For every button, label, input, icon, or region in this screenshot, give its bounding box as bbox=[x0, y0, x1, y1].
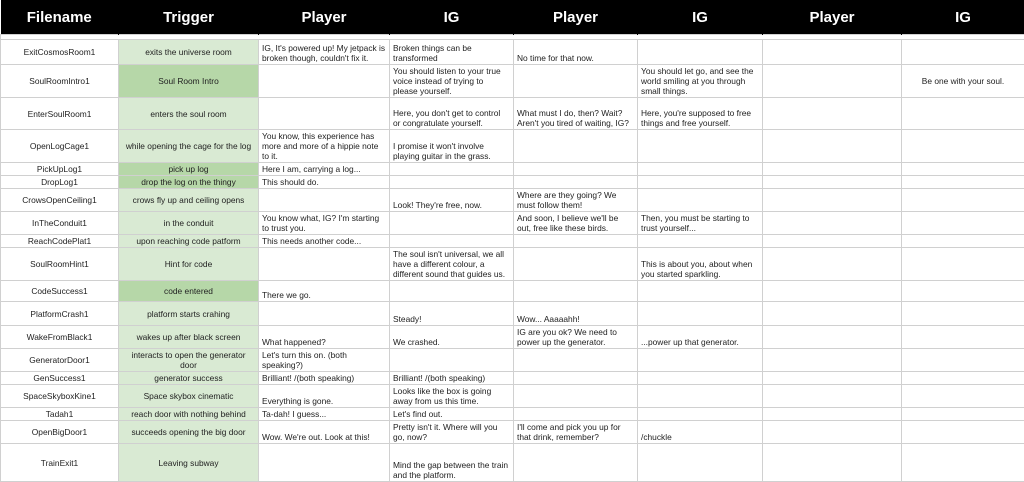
cell-ig-2[interactable] bbox=[638, 372, 763, 385]
cell-player-3[interactable] bbox=[763, 444, 902, 482]
cell-player-2[interactable]: No time for that now. bbox=[514, 40, 638, 65]
cell-trigger[interactable]: succeeds opening the big door bbox=[119, 421, 259, 444]
cell-player-1[interactable]: Brilliant! /(both speaking) bbox=[259, 372, 390, 385]
cell-ig-3[interactable] bbox=[902, 349, 1024, 372]
cell-ig-3[interactable] bbox=[902, 235, 1024, 248]
cell-ig-1[interactable]: You should listen to your true voice instead of trying to please yourself. bbox=[390, 65, 514, 98]
cell-ig-2[interactable] bbox=[638, 302, 763, 326]
cell-trigger[interactable]: crows fly up and ceiling opens bbox=[119, 189, 259, 212]
table-row bbox=[1, 130, 1024, 163]
cell-player-1[interactable]: This should do. bbox=[259, 176, 390, 189]
cell-ig-3[interactable] bbox=[902, 302, 1024, 326]
cell-player-3[interactable] bbox=[763, 163, 902, 176]
cell-player-3[interactable] bbox=[763, 281, 902, 302]
cell-player-3[interactable] bbox=[763, 302, 902, 326]
cell-player-1[interactable]: There we go. bbox=[259, 281, 390, 302]
table-row bbox=[1, 385, 1024, 408]
cell-trigger[interactable]: while opening the cage for the log bbox=[119, 130, 259, 163]
cell-ig-3[interactable] bbox=[902, 408, 1024, 421]
cell-player-3[interactable] bbox=[763, 372, 902, 385]
cell-ig-2[interactable] bbox=[638, 163, 763, 176]
cell-player-1[interactable]: This needs another code... bbox=[259, 235, 390, 248]
cell-filename[interactable]: PlatformCrash1 bbox=[1, 302, 119, 326]
header-trigger[interactable]: Trigger bbox=[119, 0, 259, 35]
cell-ig-1[interactable] bbox=[390, 281, 514, 302]
cell-ig-3[interactable] bbox=[902, 372, 1024, 385]
cell-player-3[interactable] bbox=[763, 235, 902, 248]
cell-ig-1[interactable] bbox=[390, 176, 514, 189]
cell-ig-3[interactable] bbox=[902, 163, 1024, 176]
cell-ig-1[interactable]: Here, you don't get to control or congratulate yourself. bbox=[390, 98, 514, 130]
cell-player-2[interactable] bbox=[514, 385, 638, 408]
cell-ig-3[interactable] bbox=[902, 189, 1024, 212]
cell-trigger[interactable]: reach door with nothing behind bbox=[119, 408, 259, 421]
cell-filename[interactable]: TrainExit1 bbox=[1, 444, 119, 482]
cell-ig-2[interactable]: Then, you must be starting to trust yourself... bbox=[638, 212, 763, 235]
table-row bbox=[1, 176, 1024, 189]
cell-player-2[interactable] bbox=[514, 248, 638, 281]
cell-ig-2[interactable]: This is about you, about when you started sparkling. bbox=[638, 248, 763, 281]
cell-filename[interactable]: OpenBigDoor1 bbox=[1, 421, 119, 444]
table-row bbox=[1, 408, 1024, 421]
cell-filename[interactable]: ExitCosmosRoom1 bbox=[1, 40, 119, 65]
cell-filename[interactable]: GeneratorDoor1 bbox=[1, 349, 119, 372]
cell-ig-3[interactable] bbox=[902, 444, 1024, 482]
cell-trigger[interactable]: Space skybox cinematic bbox=[119, 385, 259, 408]
cell-player-2[interactable] bbox=[514, 235, 638, 248]
cell-player-3[interactable] bbox=[763, 421, 902, 444]
cell-filename[interactable]: CodeSuccess1 bbox=[1, 281, 119, 302]
cell-player-1[interactable]: IG, It's powered up! My jetpack is broken though, couldn't fix it. bbox=[259, 40, 390, 65]
cell-ig-2[interactable] bbox=[638, 235, 763, 248]
table-row bbox=[1, 235, 1024, 248]
cell-player-1[interactable] bbox=[259, 98, 390, 130]
cell-trigger[interactable]: pick up log bbox=[119, 163, 259, 176]
table-row bbox=[1, 281, 1024, 302]
cell-trigger[interactable]: interacts to open the generator door bbox=[119, 349, 259, 372]
table-row bbox=[1, 421, 1024, 444]
cell-player-2[interactable]: Where are they going? We must follow them! bbox=[514, 189, 638, 212]
cell-trigger[interactable]: drop the log on the thingy bbox=[119, 176, 259, 189]
cell-player-1[interactable]: Here I am, carrying a log... bbox=[259, 163, 390, 176]
cell-ig-3[interactable] bbox=[902, 281, 1024, 302]
cell-trigger[interactable]: code entered bbox=[119, 281, 259, 302]
table-row bbox=[1, 248, 1024, 281]
header-player-2[interactable]: Player bbox=[514, 0, 638, 35]
header-ig-2[interactable]: IG bbox=[638, 0, 763, 35]
table-row bbox=[1, 372, 1024, 385]
cell-ig-2[interactable]: ...power up that generator. bbox=[638, 326, 763, 349]
cell-filename[interactable]: EnterSoulRoom1 bbox=[1, 98, 119, 130]
cell-player-2[interactable] bbox=[514, 163, 638, 176]
table-row bbox=[1, 98, 1024, 130]
cell-trigger[interactable]: exits the universe room bbox=[119, 40, 259, 65]
cell-player-3[interactable] bbox=[763, 349, 902, 372]
table-row bbox=[1, 163, 1024, 176]
cell-ig-1[interactable]: Pretty isn't it. Where will you go, now? bbox=[390, 421, 514, 444]
cell-ig-2[interactable] bbox=[638, 385, 763, 408]
cell-player-3[interactable] bbox=[763, 176, 902, 189]
cell-ig-2[interactable]: You should let go, and see the world smiling at you through small things. bbox=[638, 65, 763, 98]
cell-trigger[interactable]: Hint for code bbox=[119, 248, 259, 281]
cell-ig-1[interactable] bbox=[390, 235, 514, 248]
cell-ig-2[interactable] bbox=[638, 189, 763, 212]
cell-ig-1[interactable]: Looks like the box is going away from us this time. bbox=[390, 385, 514, 408]
cell-player-1[interactable] bbox=[259, 302, 390, 326]
header-row bbox=[1, 0, 1024, 35]
cell-filename[interactable]: PickUpLog1 bbox=[1, 163, 119, 176]
table-row bbox=[1, 444, 1024, 482]
cell-trigger[interactable]: Soul Room Intro bbox=[119, 65, 259, 98]
cell-player-2[interactable] bbox=[514, 65, 638, 98]
cell-player-3[interactable] bbox=[763, 326, 902, 349]
header-player-1[interactable]: Player bbox=[259, 0, 390, 35]
cell-player-1[interactable]: Let's turn this on. (both speaking?) bbox=[259, 349, 390, 372]
cell-ig-3[interactable] bbox=[902, 40, 1024, 65]
cell-player-2[interactable]: And soon, I believe we'll be out, free like these birds. bbox=[514, 212, 638, 235]
table-row bbox=[1, 189, 1024, 212]
cell-ig-2[interactable] bbox=[638, 444, 763, 482]
header-ig-1[interactable]: IG bbox=[390, 0, 514, 35]
cell-filename[interactable]: Tadah1 bbox=[1, 408, 119, 421]
cell-ig-2[interactable] bbox=[638, 130, 763, 163]
cell-player-3[interactable] bbox=[763, 65, 902, 98]
table-row bbox=[1, 65, 1024, 98]
table-row bbox=[1, 302, 1024, 326]
cell-player-3[interactable] bbox=[763, 40, 902, 65]
cell-player-1[interactable] bbox=[259, 248, 390, 281]
cell-ig-1[interactable] bbox=[390, 212, 514, 235]
cell-player-1[interactable]: You know, this experience has more and more of a hippie note to it. bbox=[259, 130, 390, 163]
cell-ig-3[interactable] bbox=[902, 385, 1024, 408]
cell-ig-2[interactable] bbox=[638, 349, 763, 372]
cell-ig-1[interactable] bbox=[390, 349, 514, 372]
cell-filename[interactable]: SoulRoomHint1 bbox=[1, 248, 119, 281]
cell-filename[interactable]: InTheConduit1 bbox=[1, 212, 119, 235]
cell-trigger[interactable]: Leaving subway bbox=[119, 444, 259, 482]
cell-ig-3[interactable] bbox=[902, 421, 1024, 444]
header-filename[interactable]: Filename bbox=[1, 0, 119, 35]
cell-ig-3[interactable] bbox=[902, 98, 1024, 130]
cell-ig-1[interactable]: We crashed. bbox=[390, 326, 514, 349]
cell-filename[interactable]: DropLog1 bbox=[1, 176, 119, 189]
table-row bbox=[1, 40, 1024, 65]
cell-player-2[interactable] bbox=[514, 281, 638, 302]
cell-player-2[interactable] bbox=[514, 444, 638, 482]
cell-trigger[interactable]: generator success bbox=[119, 372, 259, 385]
cell-player-2[interactable]: What must I do, then? Wait? Aren't you tired of waiting, IG? bbox=[514, 98, 638, 130]
cell-player-2[interactable] bbox=[514, 176, 638, 189]
cell-player-3[interactable] bbox=[763, 248, 902, 281]
cell-ig-1[interactable]: Mind the gap between the train and the platform. bbox=[390, 444, 514, 482]
cell-player-2[interactable]: IG are you ok? We need to power up the generator. bbox=[514, 326, 638, 349]
cell-ig-1[interactable]: The soul isn't universal, we all have a different colour, a different sound that guides us. bbox=[390, 248, 514, 281]
cell-filename[interactable]: CrowsOpenCeiling1 bbox=[1, 189, 119, 212]
cell-player-1[interactable]: What happened? bbox=[259, 326, 390, 349]
cell-filename[interactable]: SoulRoomIntro1 bbox=[1, 65, 119, 98]
cell-ig-1[interactable]: Look! They're free, now. bbox=[390, 189, 514, 212]
cell-ig-1[interactable]: Steady! bbox=[390, 302, 514, 326]
cell-ig-1[interactable]: Brilliant! /(both speaking) bbox=[390, 372, 514, 385]
header-player-3[interactable]: Player bbox=[763, 0, 902, 35]
cell-trigger[interactable]: platform starts crahing bbox=[119, 302, 259, 326]
cell-ig-3[interactable] bbox=[902, 248, 1024, 281]
cell-player-2[interactable] bbox=[514, 349, 638, 372]
table-row bbox=[1, 349, 1024, 372]
cell-filename[interactable]: ReachCodePlat1 bbox=[1, 235, 119, 248]
cell-ig-3[interactable]: Be one with your soul. bbox=[902, 65, 1024, 98]
cell-ig-1[interactable]: I promise it won't involve playing guitar in the grass. bbox=[390, 130, 514, 163]
cell-trigger[interactable]: in the conduit bbox=[119, 212, 259, 235]
cell-player-2[interactable] bbox=[514, 408, 638, 421]
cell-ig-1[interactable]: Let's find out. bbox=[390, 408, 514, 421]
cell-player-3[interactable] bbox=[763, 385, 902, 408]
cell-player-3[interactable] bbox=[763, 212, 902, 235]
cell-player-3[interactable] bbox=[763, 189, 902, 212]
cell-player-2[interactable]: I'll come and pick you up for that drink, remember? bbox=[514, 421, 638, 444]
cell-player-1[interactable]: Ta-dah! I guess... bbox=[259, 408, 390, 421]
header-ig-3[interactable]: IG bbox=[902, 0, 1024, 35]
cell-ig-3[interactable] bbox=[902, 326, 1024, 349]
cell-player-3[interactable] bbox=[763, 408, 902, 421]
cell-trigger[interactable]: upon reaching code patform bbox=[119, 235, 259, 248]
cell-filename[interactable]: GenSuccess1 bbox=[1, 372, 119, 385]
cell-filename[interactable]: SpaceSkyboxKine1 bbox=[1, 385, 119, 408]
cell-trigger[interactable]: wakes up after black screen bbox=[119, 326, 259, 349]
cell-player-1[interactable]: You know what, IG? I'm starting to trust you. bbox=[259, 212, 390, 235]
cell-player-1[interactable] bbox=[259, 444, 390, 482]
cell-ig-3[interactable] bbox=[902, 176, 1024, 189]
cell-ig-2[interactable] bbox=[638, 40, 763, 65]
cell-ig-1[interactable]: Broken things can be transformed bbox=[390, 40, 514, 65]
cell-player-2[interactable] bbox=[514, 130, 638, 163]
cell-ig-2[interactable] bbox=[638, 176, 763, 189]
cell-ig-2[interactable] bbox=[638, 408, 763, 421]
cell-player-1[interactable] bbox=[259, 65, 390, 98]
cell-player-1[interactable]: Wow. We're out. Look at this! bbox=[259, 421, 390, 444]
cell-player-3[interactable] bbox=[763, 98, 902, 130]
cell-player-2[interactable] bbox=[514, 372, 638, 385]
cell-player-3[interactable] bbox=[763, 130, 902, 163]
cell-player-2[interactable]: Wow... Aaaaahh! bbox=[514, 302, 638, 326]
cell-ig-2[interactable] bbox=[638, 281, 763, 302]
cell-trigger[interactable]: enters the soul room bbox=[119, 98, 259, 130]
cell-player-1[interactable]: Everything is gone. bbox=[259, 385, 390, 408]
cell-filename[interactable]: OpenLogCage1 bbox=[1, 130, 119, 163]
cell-filename[interactable]: WakeFromBlack1 bbox=[1, 326, 119, 349]
cell-ig-3[interactable] bbox=[902, 212, 1024, 235]
table-row bbox=[1, 212, 1024, 235]
cell-ig-3[interactable] bbox=[902, 130, 1024, 163]
table-row bbox=[1, 326, 1024, 349]
cell-ig-2[interactable]: Here, you're supposed to free things and free yourself. bbox=[638, 98, 763, 130]
cell-ig-2[interactable]: /chuckle bbox=[638, 421, 763, 444]
cell-ig-1[interactable] bbox=[390, 163, 514, 176]
cell-player-1[interactable] bbox=[259, 189, 390, 212]
